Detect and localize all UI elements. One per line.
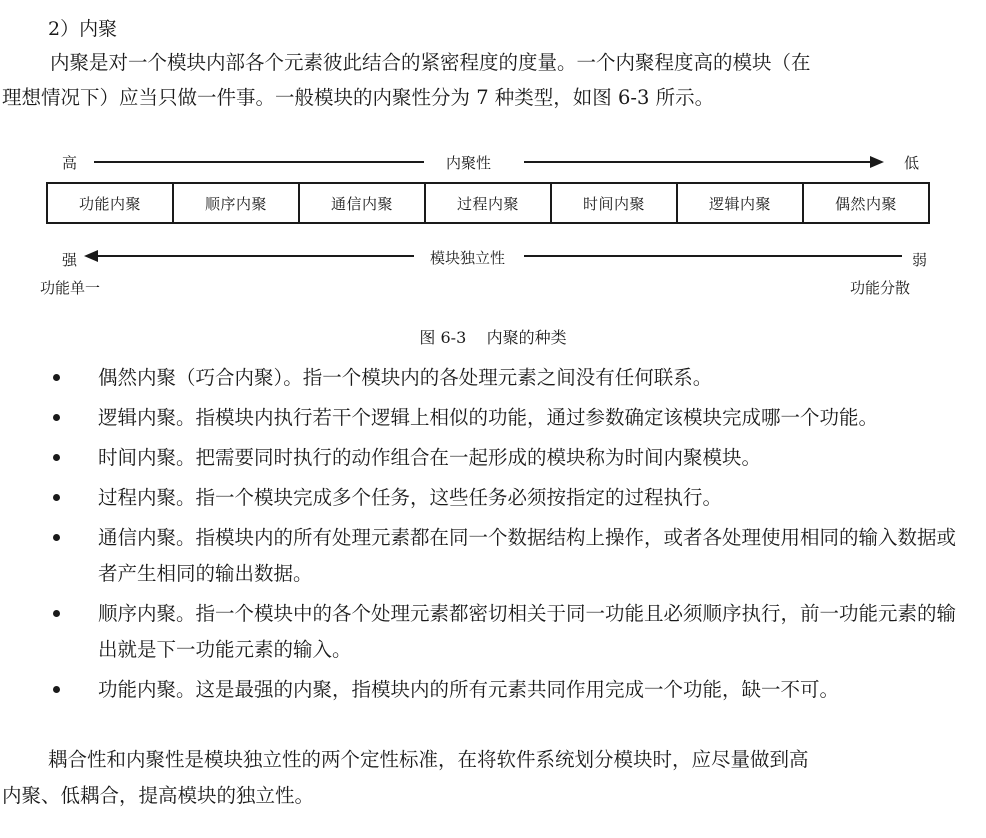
cohesion-axis-label: 内聚性: [446, 154, 492, 172]
single-function-note: 功能单一: [40, 279, 101, 297]
cohesion-types-bar: [46, 182, 930, 224]
cohesion-cell: 偶然内聚: [834, 194, 897, 213]
list-item-text: 功能内聚。这是最强的内聚，指模块内的所有元素共同作用完成一个功能，缺一不可。: [98, 678, 840, 701]
cohesion-arrow-left-segment: [94, 161, 424, 163]
bullet-dot-icon: [53, 454, 60, 461]
independence-axis-label: 模块独立性: [430, 249, 506, 267]
list-item: [0, 672, 986, 708]
list-item-text: 过程内聚。指一个模块完成多个任务，这些任务必须按指定的过程执行。: [98, 486, 723, 509]
closing-line-2: 内聚、低耦合，提高模块的独立性。: [2, 784, 315, 807]
bullet-dot-icon: [53, 414, 60, 421]
closing-line-1: 耦合性和内聚性是模块独立性的两个定性标准，在将软件系统划分模块时，应尽量做到高: [48, 748, 809, 771]
list-item: [0, 520, 986, 592]
section-heading: 2）内聚: [48, 18, 118, 40]
cohesion-cell: 通信内聚: [300, 184, 426, 222]
cohesion-cell: 顺序内聚: [174, 184, 300, 222]
figure-caption: 图 6-3 内聚的种类: [419, 328, 567, 347]
list-item: [0, 360, 986, 396]
list-item: [0, 400, 986, 436]
list-item: [0, 480, 986, 516]
cohesion-cell: 逻辑内聚: [678, 184, 804, 222]
bullet-dot-icon: [53, 534, 60, 541]
list-item-text: 顺序内聚。指一个模块中的各个处理元素都密切相关于同一功能且必须顺序执行，前一功能元素的输出就是下一功能元素的输入。: [98, 602, 957, 661]
list-item-text: 通信内聚。指模块内的所有处理元素都在同一个数据结构上操作，或者各处理使用相同的输入数据或者产生相同的输出数据。: [98, 526, 957, 585]
axis-strong-label: 强: [62, 251, 78, 269]
independence-arrow-right-segment: [524, 255, 902, 257]
list-item-text: 逻辑内聚。指模块内执行若干个逻辑上相似的功能，通过参数确定该模块完成哪一个功能。: [98, 406, 879, 429]
cohesion-cell: 功能内聚: [48, 184, 174, 222]
cohesion-cell: 过程内聚: [426, 184, 552, 222]
cohesion-type-list: [0, 360, 986, 712]
bullet-dot-icon: [53, 686, 60, 693]
cohesion-arrow-right-segment: [524, 161, 872, 163]
bullet-dot-icon: [53, 494, 60, 501]
axis-high-label: 高: [62, 154, 78, 172]
bullet-dot-icon: [53, 610, 60, 617]
list-item: [0, 440, 986, 476]
list-item-text: 偶然内聚（巧合内聚）。指一个模块内的各处理元素之间没有任何联系。: [98, 366, 713, 389]
axis-low-label: 低: [904, 154, 920, 172]
bullet-dot-icon: [53, 374, 60, 381]
scattered-function-note: 功能分散: [850, 279, 911, 297]
axis-weak-label: 弱: [912, 251, 928, 269]
cohesion-cell: 时间内聚: [552, 184, 678, 222]
independence-arrow-left-segment: [96, 255, 414, 257]
intro-line-1: 内聚是对一个模块内部各个元素彼此结合的紧密程度的度量。一个内聚程度高的模块（在: [50, 51, 811, 74]
list-item: [0, 596, 986, 668]
list-item-text: 时间内聚。把需要同时执行的动作组合在一起形成的模块称为时间内聚模块。: [98, 446, 762, 469]
intro-line-2: 理想情况下）应当只做一件事。一般模块的内聚性分为 7 种类型，如图 6-3 所示。: [2, 86, 715, 109]
arrow-right-icon: [870, 156, 884, 168]
